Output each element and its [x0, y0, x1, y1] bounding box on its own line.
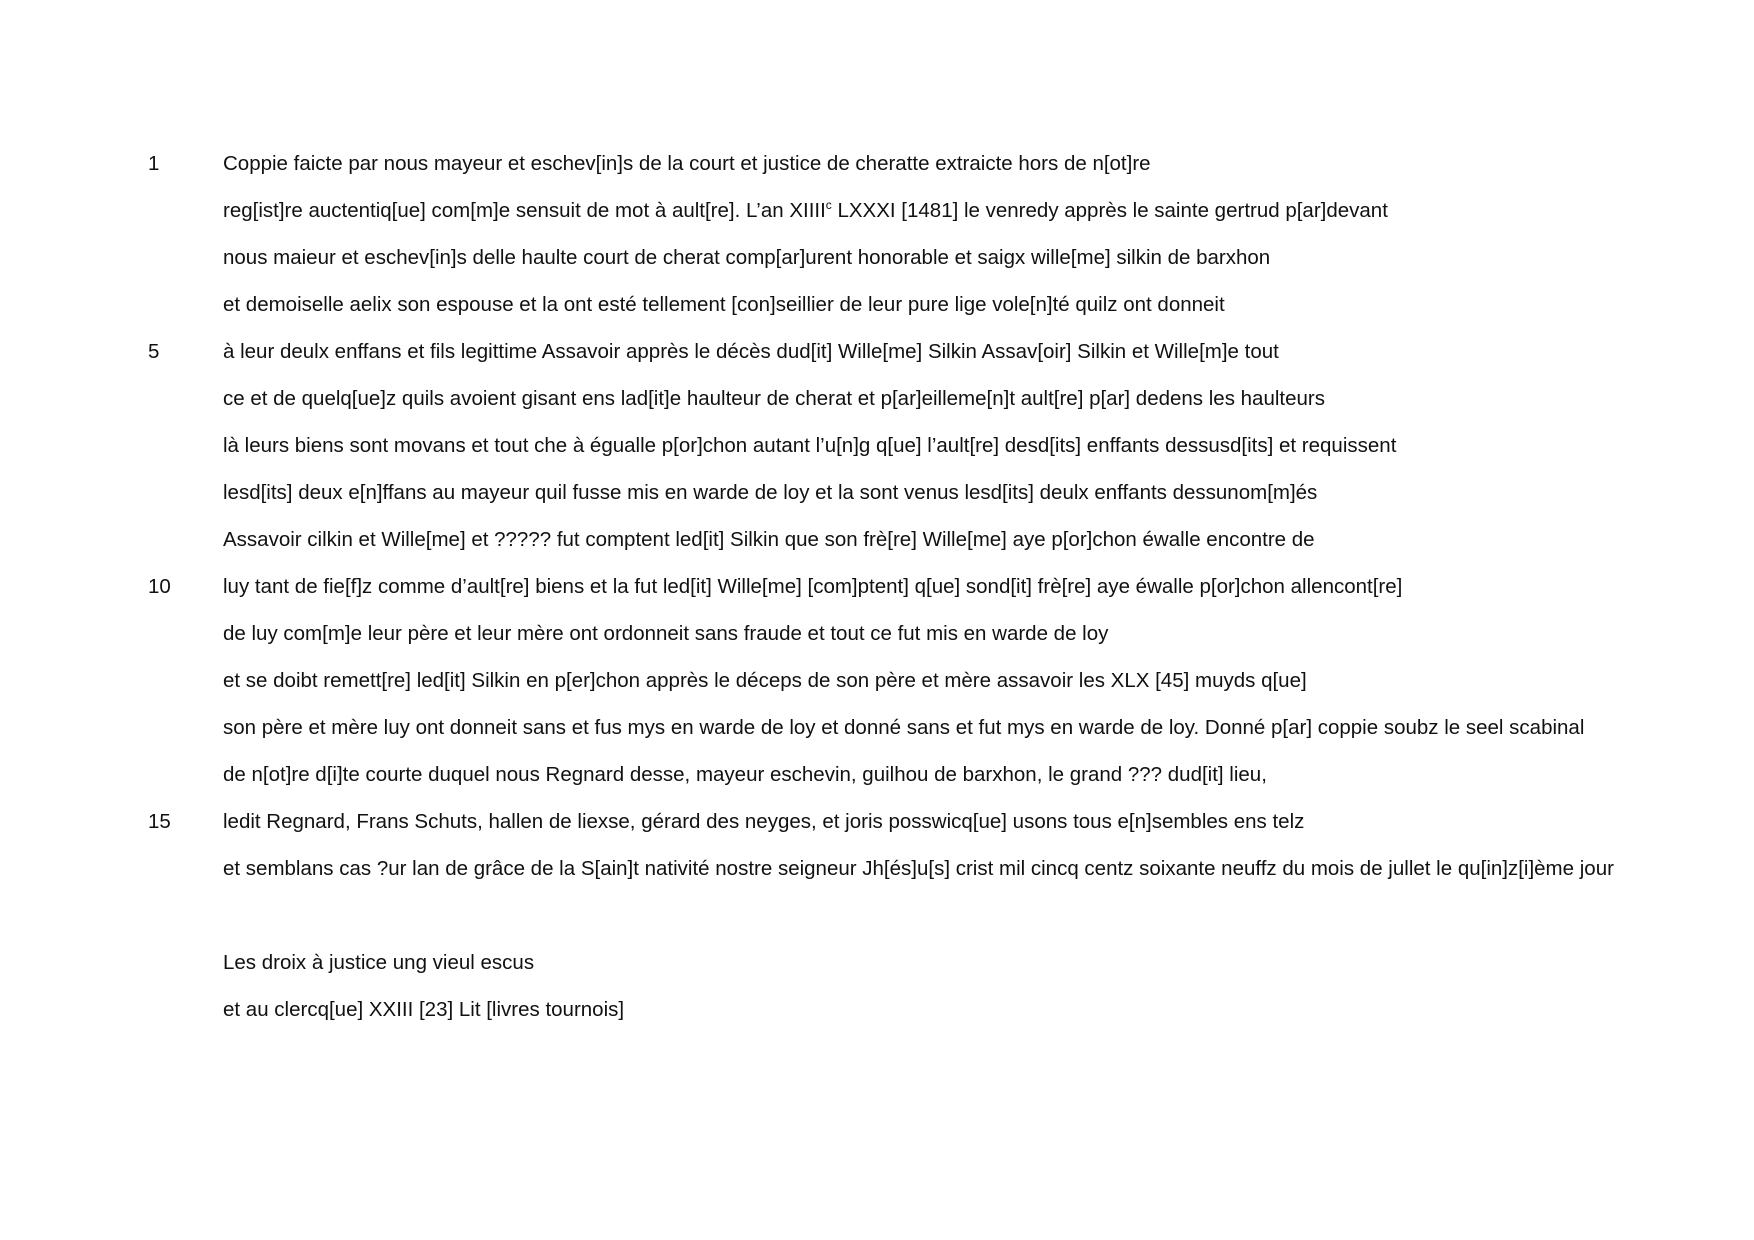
line-text: de luy com[m]e leur père et leur mère ont ordonneit sans fraude et tout ce fut mis en warde de loy: [223, 622, 1109, 645]
line-text: et se doibt remett[re] led[it] Silkin en p[er]chon apprès le déceps de son père et mère assavoir les XLX [45] muyds q[ue]: [223, 669, 1307, 692]
text-line: [0, 572, 1754, 602]
line-number: 5: [148, 340, 160, 363]
text-line: [0, 431, 1754, 461]
text-line: [0, 243, 1754, 273]
line-text: Coppie faicte par nous mayeur et eschev[in]s de la court et justice de cheratte extraicte hors de n[ot]re: [223, 152, 1151, 175]
line-text: luy tant de fie[f]z comme d’ault[re] biens et la fut led[it] Wille[me] [com]ptent] q[ue] sond[it] frè[re] aye éwalle p[or]chon allencont[re]: [223, 575, 1403, 598]
text-line: [0, 478, 1754, 508]
line-text: et demoiselle aelix son espouse et la ont esté tellement [con]seillier de leur pure lige vole[n]té quilz ont donneit: [223, 293, 1225, 316]
line-text-part: LXXXI [1481] le venredy apprès le sainte gertrud p[ar]devant: [831, 199, 1388, 222]
line-text: et semblans cas ?ur lan de grâce de la S[ain]t nativité nostre seigneur Jh[és]u[s] crist mil cincq centz soixante neuffz du mois de jullet le qu[in]z[i]ème jour: [223, 857, 1614, 880]
text-line: [0, 337, 1754, 367]
text-line: [0, 619, 1754, 649]
text-line: [0, 384, 1754, 414]
text-line: [0, 196, 1754, 226]
text-line: [0, 807, 1754, 837]
line-text: son père et mère luy ont donneit sans et fus mys en warde de loy et donné sans et fut mys en warde de loy. Donné p[ar] coppie soubz le seel scabinal: [223, 716, 1585, 739]
text-line: [0, 290, 1754, 320]
line-text: à leur deulx enffans et fils legittime Assavoir apprès le décès dud[it] Wille[me] Silkin Assav[oir] Silkin et Wille[m]e tout: [223, 340, 1279, 363]
line-text: [223, 196, 1388, 226]
line-number: 1: [148, 152, 160, 175]
line-text: nous maieur et eschev[in]s delle haulte court de cherat comp[ar]urent honorable et saigx wille[me] silkin de barxhon: [223, 246, 1271, 269]
line-text: lesd[its] deux e[n]ffans au mayeur quil fusse mis en warde de loy et la sont venus lesd[its] deulx enffants dessunom[m]és: [223, 481, 1318, 504]
line-number: 10: [148, 575, 171, 598]
text-line: [0, 149, 1754, 179]
text-line: [0, 854, 1754, 884]
text-line: [0, 666, 1754, 696]
text-line: [0, 760, 1754, 790]
line-text: de n[ot]re d[i]te courte duquel nous Regnard desse, mayeur eschevin, guilhou de barxhon, le grand ??? dud[it] lieu,: [223, 763, 1267, 786]
line-text: ledit Regnard, Frans Schuts, hallen de liexse, gérard des neyges, et joris posswicq[ue] usons tous e[n]sembles ens telz: [223, 810, 1305, 833]
line-text: Assavoir cilkin et Wille[me] et ????? fut comptent led[it] Silkin que son frè[re] Wille[me] aye p[or]chon éwalle encontre de: [223, 528, 1315, 551]
text-line: [0, 525, 1754, 555]
superscript: c: [825, 198, 832, 213]
text-line: [0, 713, 1754, 743]
fee-note: Les droix à justice ung vieul escus: [223, 951, 535, 974]
line-text-part: reg[ist]re auctentiq[ue] com[m]e sensuit de mot à ault[re]. L’an XIIII: [223, 199, 826, 222]
fee-note: et au clercq[ue] XXIII [23] Lit [livres tournois]: [223, 998, 625, 1021]
line-number: 15: [148, 810, 171, 833]
line-text: ce et de quelq[ue]z quils avoient gisant ens lad[it]e haulteur de cherat et p[ar]eilleme[n]t ault[re] p[ar] dedens les haulteurs: [223, 387, 1325, 410]
line-text: là leurs biens sont movans et tout che à égualle p[or]chon autant l’u[n]g q[ue] l’ault[re] desd[its] enffants dessusd[its] et requissent: [223, 434, 1397, 457]
